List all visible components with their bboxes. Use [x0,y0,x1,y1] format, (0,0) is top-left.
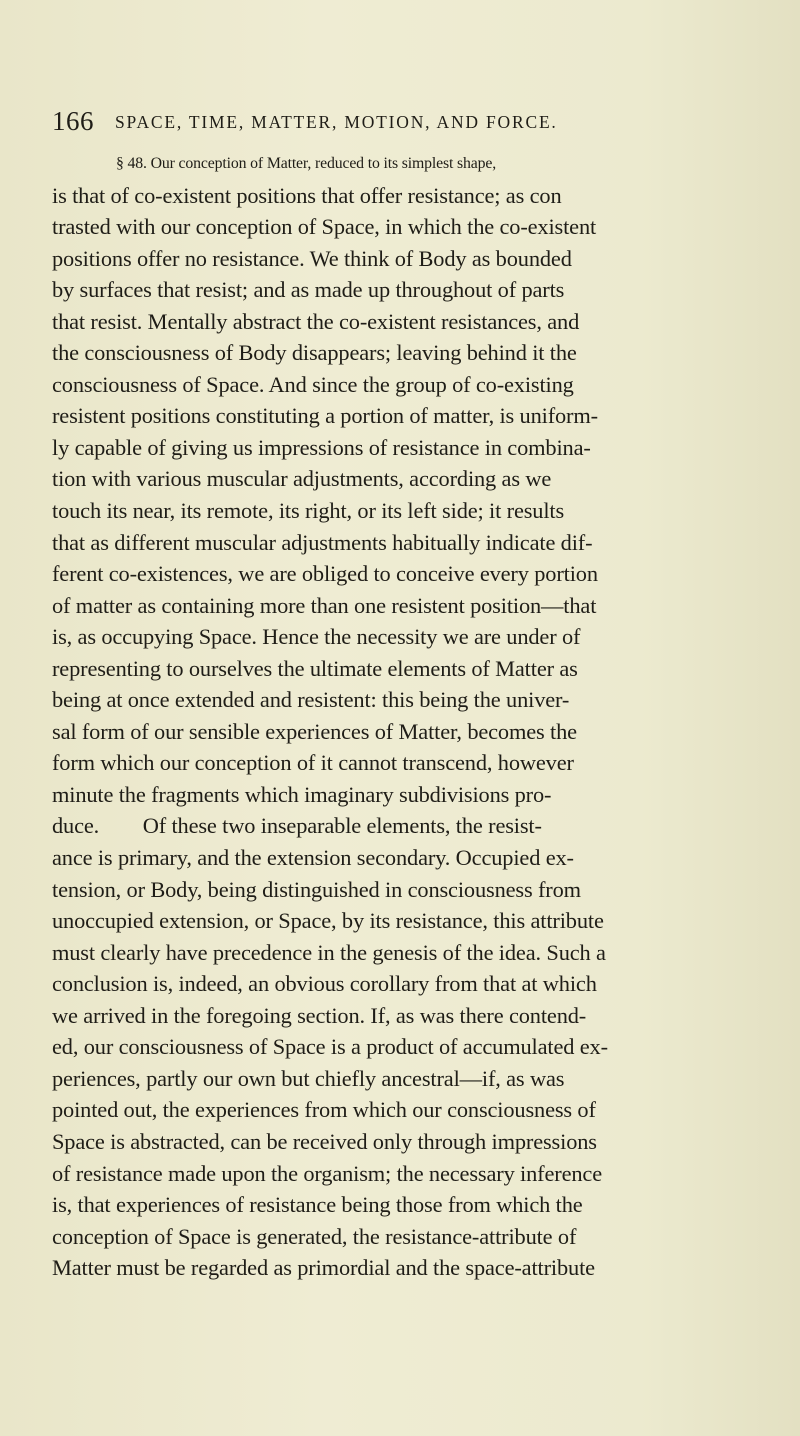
text-line: sal form of our sensible experiences of Matter, becomes the [52,718,577,744]
running-head: SPACE, TIME, MATTER, MOTION, AND FORCE. [115,112,558,132]
text-line: ed, our consciousness of Space is a product of accumulated ex- [52,1034,608,1060]
text-line: ly capable of giving us impressions of resistance in combina- [52,434,591,460]
text-line: the consciousness of Body disappears; leaving behind it the [52,340,577,366]
text-line: that as different muscular adjustments habitually indicate dif- [52,529,593,555]
text-line: § 48. Our conception of Matter, reduced to its simplest shape, [116,155,497,172]
text-line: positions offer no resistance. We think of Body as bounded [52,245,572,271]
text-line: unoccupied extension, or Space, by its resistance, this attribute [52,908,604,934]
text-line: we arrived in the foregoing section. If, as was there contend- [52,1002,587,1028]
text-line: of matter as containing more than one resistent position—that [52,592,597,618]
text-line: is, as occupying Space. Hence the necessity we are under of [52,624,581,650]
text-line: consciousness of Space. And since the group of co-existing [52,371,574,397]
text-line: periences, partly our own but chiefly ancestral—if, as was [52,1065,565,1091]
text-line: is, that experiences of resistance being those from which the [52,1192,583,1218]
text-line: form which our conception of it cannot transcend, however [52,750,574,776]
text-line: is that of co-existent positions that offer resistance; as con [52,182,562,208]
text-line: minute the fragments which imaginary subdivisions pro- [52,781,552,807]
text-line: ance is primary, and the extension secondary. Occupied ex- [52,845,574,871]
text-line: pointed out, the experiences from which our consciousness of [52,1097,596,1123]
text-line: tion with various muscular adjustments, according as we [52,466,552,492]
page-number: 166 [52,106,94,136]
text-line: Space is abstracted, can be received only through impressions [52,1128,597,1154]
text-line: conception of Space is generated, the resistance-attribute of [52,1223,577,1249]
text-line: ferent co-existences, we are obliged to conceive every portion [52,561,598,587]
text-line: tension, or Body, being distinguished in consciousness from [52,876,581,902]
text-line: that resist. Mentally abstract the co-existent resistances, and [52,308,580,334]
page-header [52,103,752,139]
text-line: must clearly have precedence in the genesis of the idea. Such a [52,939,606,965]
text-line: resistent positions constituting a portion of matter, is uniform- [52,403,598,429]
text-line: of resistance made upon the organism; the necessary inference [52,1160,602,1186]
text-line: representing to ourselves the ultimate elements of Matter as [52,655,578,681]
section-paragraph [52,148,772,1284]
text-line: trasted with our conception of Space, in which the co-existent [52,214,597,240]
text-line: duce. Of these two inseparable elements, the resist- [52,813,542,839]
text-line: Matter must be regarded as primordial and the space-attribute [52,1255,595,1281]
text-line: being at once extended and resistent: this being the univer- [52,687,570,713]
text-line: by surfaces that resist; and as made up throughout of parts [52,277,565,303]
text-line: conclusion is, indeed, an obvious corollary from that at which [52,971,597,997]
text-line: touch its near, its remote, its right, or its left side; it results [52,498,565,524]
